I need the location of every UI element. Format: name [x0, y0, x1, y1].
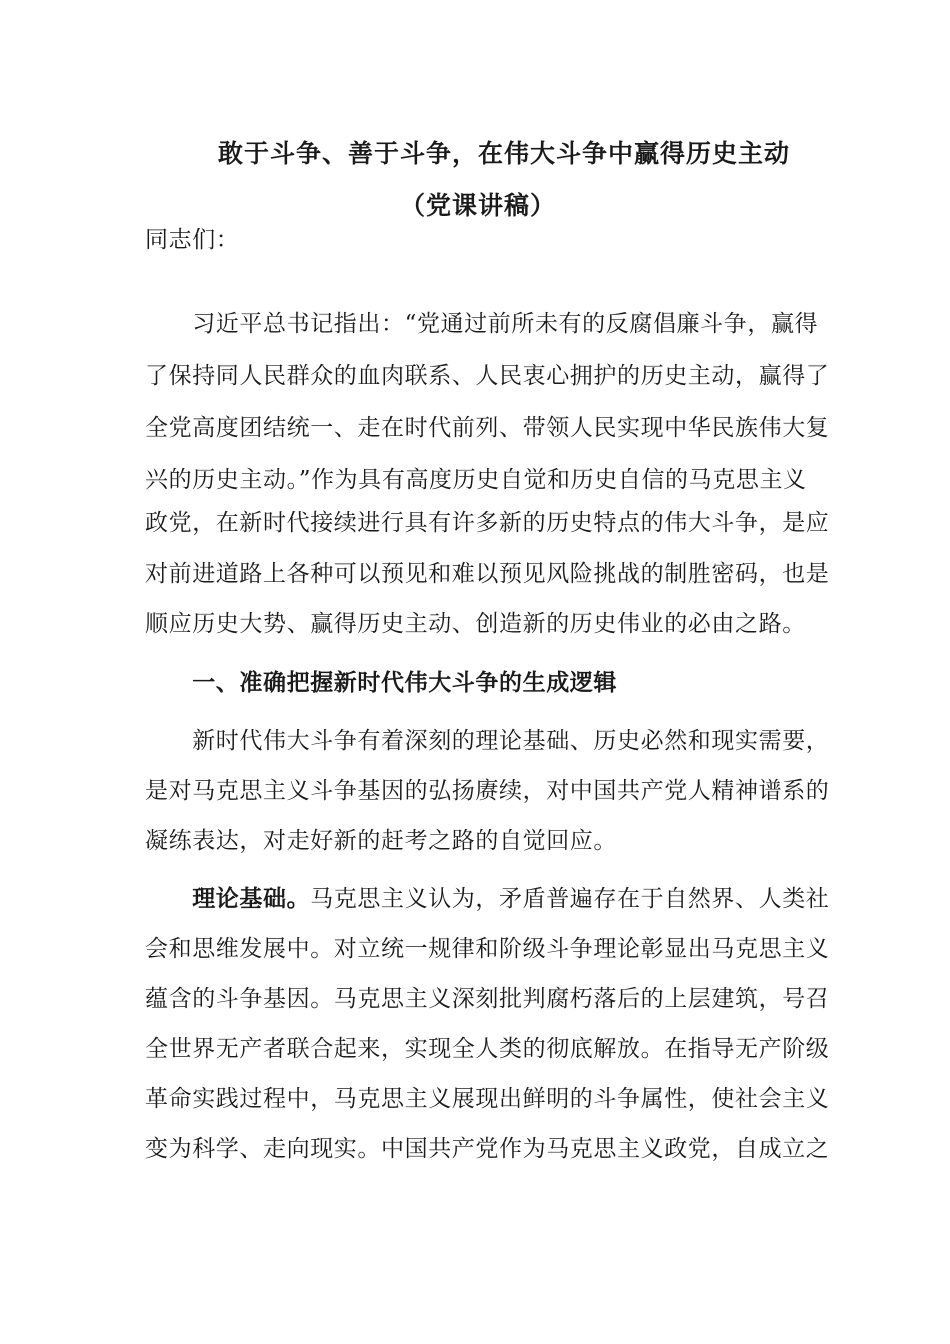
paragraph-1-line: 了保持同人民群众的血肉联系、人民衷心拥护的历史主动，赢得了	[145, 363, 830, 389]
document-subtitle: （党课讲稿）	[400, 191, 557, 220]
paragraph-2-line: 凝练表达，对走好新的赶考之路的自觉回应。	[145, 828, 617, 854]
paragraph-2-line: 新时代伟大斗争有着深刻的理论基础、历史必然和现实需要，	[145, 728, 830, 754]
greeting: 同志们：	[145, 227, 240, 253]
document-title: 敢于斗争、善于斗争，在伟大斗争中赢得历史主动	[218, 139, 791, 168]
paragraph-1-line: 全党高度团结统一、走在时代前列、带领人民实现中华民族伟大复	[145, 415, 830, 441]
paragraph-3-line: 变为科学、走向现实。中国共产党作为马克思主义政党，自成立之	[145, 1136, 830, 1162]
paragraph-1-line: 兴的历史主动。”作为具有高度历史自觉和历史自信的马克思主义	[145, 467, 807, 493]
paragraph-3-line: 蕴含的斗争基因。马克思主义深刻批判腐朽落后的上层建筑，号召	[145, 986, 830, 1012]
paragraph-3-lead: 理论基础。	[145, 885, 311, 912]
paragraph-3-line: 全世界无产者联合起来，实现全人类的彻底解放。在指导无产阶级	[145, 1036, 830, 1062]
paragraph-2-line: 是对马克思主义斗争基因的弘扬赓续，对中国共产党人精神谱系的	[145, 778, 830, 804]
section-heading: 一、准确把握新时代伟大斗争的生成逻辑	[145, 669, 617, 696]
paragraph-1-line: 顺应历史大势、赢得历史主动、创造新的历史伟业的必由之路。	[145, 611, 806, 637]
paragraph-1-line: 对前进道路上各种可以预见和难以预见风险挑战的制胜密码，也是	[145, 561, 830, 587]
paragraph-1-line: 习近平总书记指出：“党通过前所未有的反腐倡廉斗争，赢得	[145, 311, 819, 337]
paragraph-3-line: 会和思维发展中。对立统一规律和阶级斗争理论彰显出马克思主义	[145, 936, 830, 962]
paragraph-3-first-line	[145, 873, 830, 926]
paragraph-3-first-rest: 马克思主义认为，矛盾普遍存在于自然界、人类社	[310, 886, 830, 912]
paragraph-3-line: 革命实践过程中，马克思主义展现出鲜明的斗争属性，使社会主义	[145, 1086, 830, 1112]
paragraph-1-line: 政党，在新时代接续进行具有许多新的历史特点的伟大斗争，是应	[145, 510, 830, 536]
